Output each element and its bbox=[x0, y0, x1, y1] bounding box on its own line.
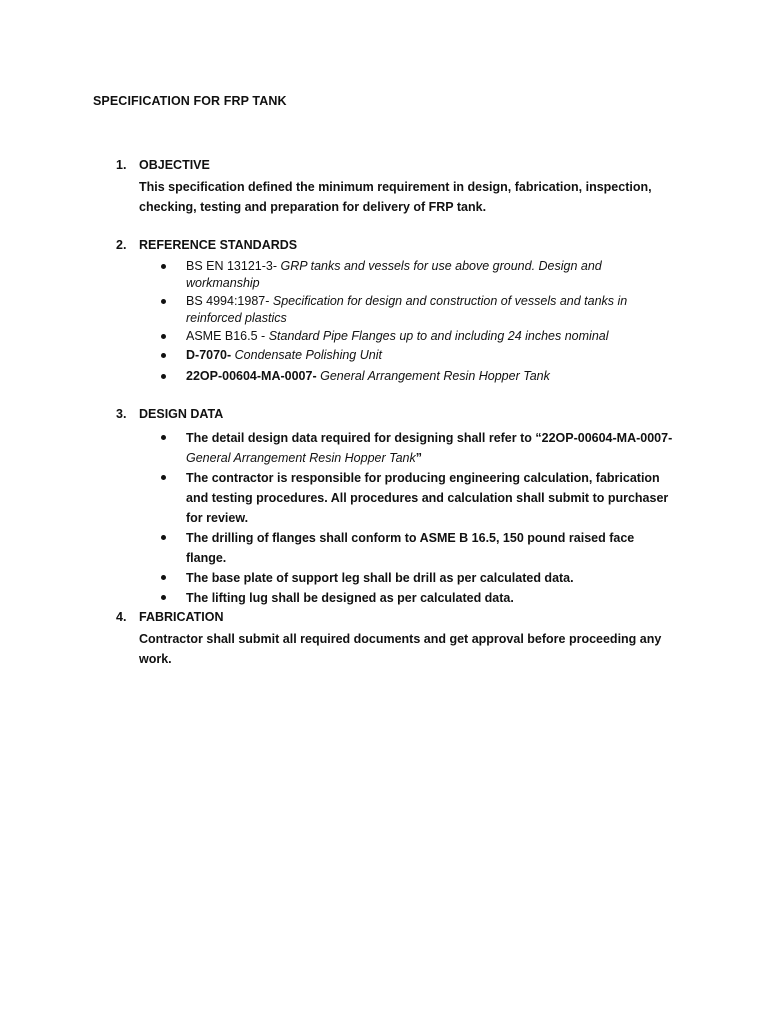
standard-description: GRP tanks and vessels for use above ground. Design and workmanship bbox=[186, 259, 602, 290]
document-title: SPECIFICATION FOR FRP TANK bbox=[93, 94, 287, 108]
standard-code: BS EN 13121-3- bbox=[186, 259, 281, 273]
bullet-icon bbox=[161, 299, 166, 304]
list-item bbox=[0, 588, 768, 608]
list-item bbox=[0, 568, 768, 588]
design-item-text: The contractor is responsible for producing engineering calculation, fabrication and testing procedures. All procedures and calculation shall submit to purchaser for review. bbox=[186, 471, 669, 525]
bullet-icon bbox=[161, 595, 166, 600]
list-item bbox=[0, 293, 768, 327]
list-item bbox=[0, 428, 768, 468]
bullet-icon bbox=[161, 575, 166, 580]
standard-code: BS 4994:1987- bbox=[186, 294, 273, 308]
design-item-tail: ” bbox=[415, 451, 423, 465]
design-item-italic: General Arrangement Resin Hopper Tank bbox=[186, 451, 416, 465]
section-heading: REFERENCE STANDARDS bbox=[139, 238, 298, 252]
section-body: Contractor shall submit all required documents and get approval before proceeding any work. bbox=[139, 632, 662, 666]
bullet-icon bbox=[161, 475, 166, 480]
reference-list bbox=[0, 258, 768, 385]
standard-code: 22OP-00604-MA-0007- bbox=[186, 369, 321, 383]
standard-description: Standard Pipe Flanges up to and including 24 inches nominal bbox=[268, 329, 609, 343]
standard-description: General Arrangement Resin Hopper Tank bbox=[320, 369, 550, 383]
section-body: This specification defined the minimum requirement in design, fabrication, inspection, checking, testing and preparation for delivery of FRP tank. bbox=[139, 180, 652, 214]
bullet-icon bbox=[161, 353, 166, 358]
design-item-text: The detail design data required for designing shall refer to “22OP-00604-MA-0007- bbox=[186, 431, 673, 445]
standard-description: Specification for design and construction of vessels and tanks in reinforced plastics bbox=[186, 294, 628, 325]
standard-code: ASME B16.5 - bbox=[186, 329, 269, 343]
section-heading: FABRICATION bbox=[139, 610, 224, 624]
list-item bbox=[0, 347, 768, 364]
list-item bbox=[0, 528, 768, 568]
design-item-text: The base plate of support leg shall be drill as per calculated data. bbox=[186, 571, 574, 585]
standard-code: D-7070- bbox=[186, 348, 235, 362]
section-number: 3. bbox=[116, 407, 127, 421]
section-number: 2. bbox=[116, 238, 127, 252]
section-heading: DESIGN DATA bbox=[139, 407, 224, 421]
design-item-text: The drilling of flanges shall conform to ASME B 16.5, 150 pound raised face flange. bbox=[186, 531, 635, 565]
design-data-list bbox=[0, 428, 768, 608]
list-item bbox=[0, 468, 768, 528]
bullet-icon bbox=[161, 535, 166, 540]
bullet-icon bbox=[161, 264, 166, 269]
bullet-icon bbox=[161, 435, 166, 440]
standard-description: Condensate Polishing Unit bbox=[234, 348, 382, 362]
list-item bbox=[0, 328, 768, 345]
section-number: 1. bbox=[116, 158, 127, 172]
design-item-text: The lifting lug shall be designed as per calculated data. bbox=[186, 591, 514, 605]
bullet-icon bbox=[161, 334, 166, 339]
section-heading: OBJECTIVE bbox=[139, 158, 210, 172]
list-item bbox=[0, 368, 768, 385]
list-item bbox=[0, 258, 768, 292]
section-number: 4. bbox=[116, 610, 127, 624]
bullet-icon bbox=[161, 374, 166, 379]
